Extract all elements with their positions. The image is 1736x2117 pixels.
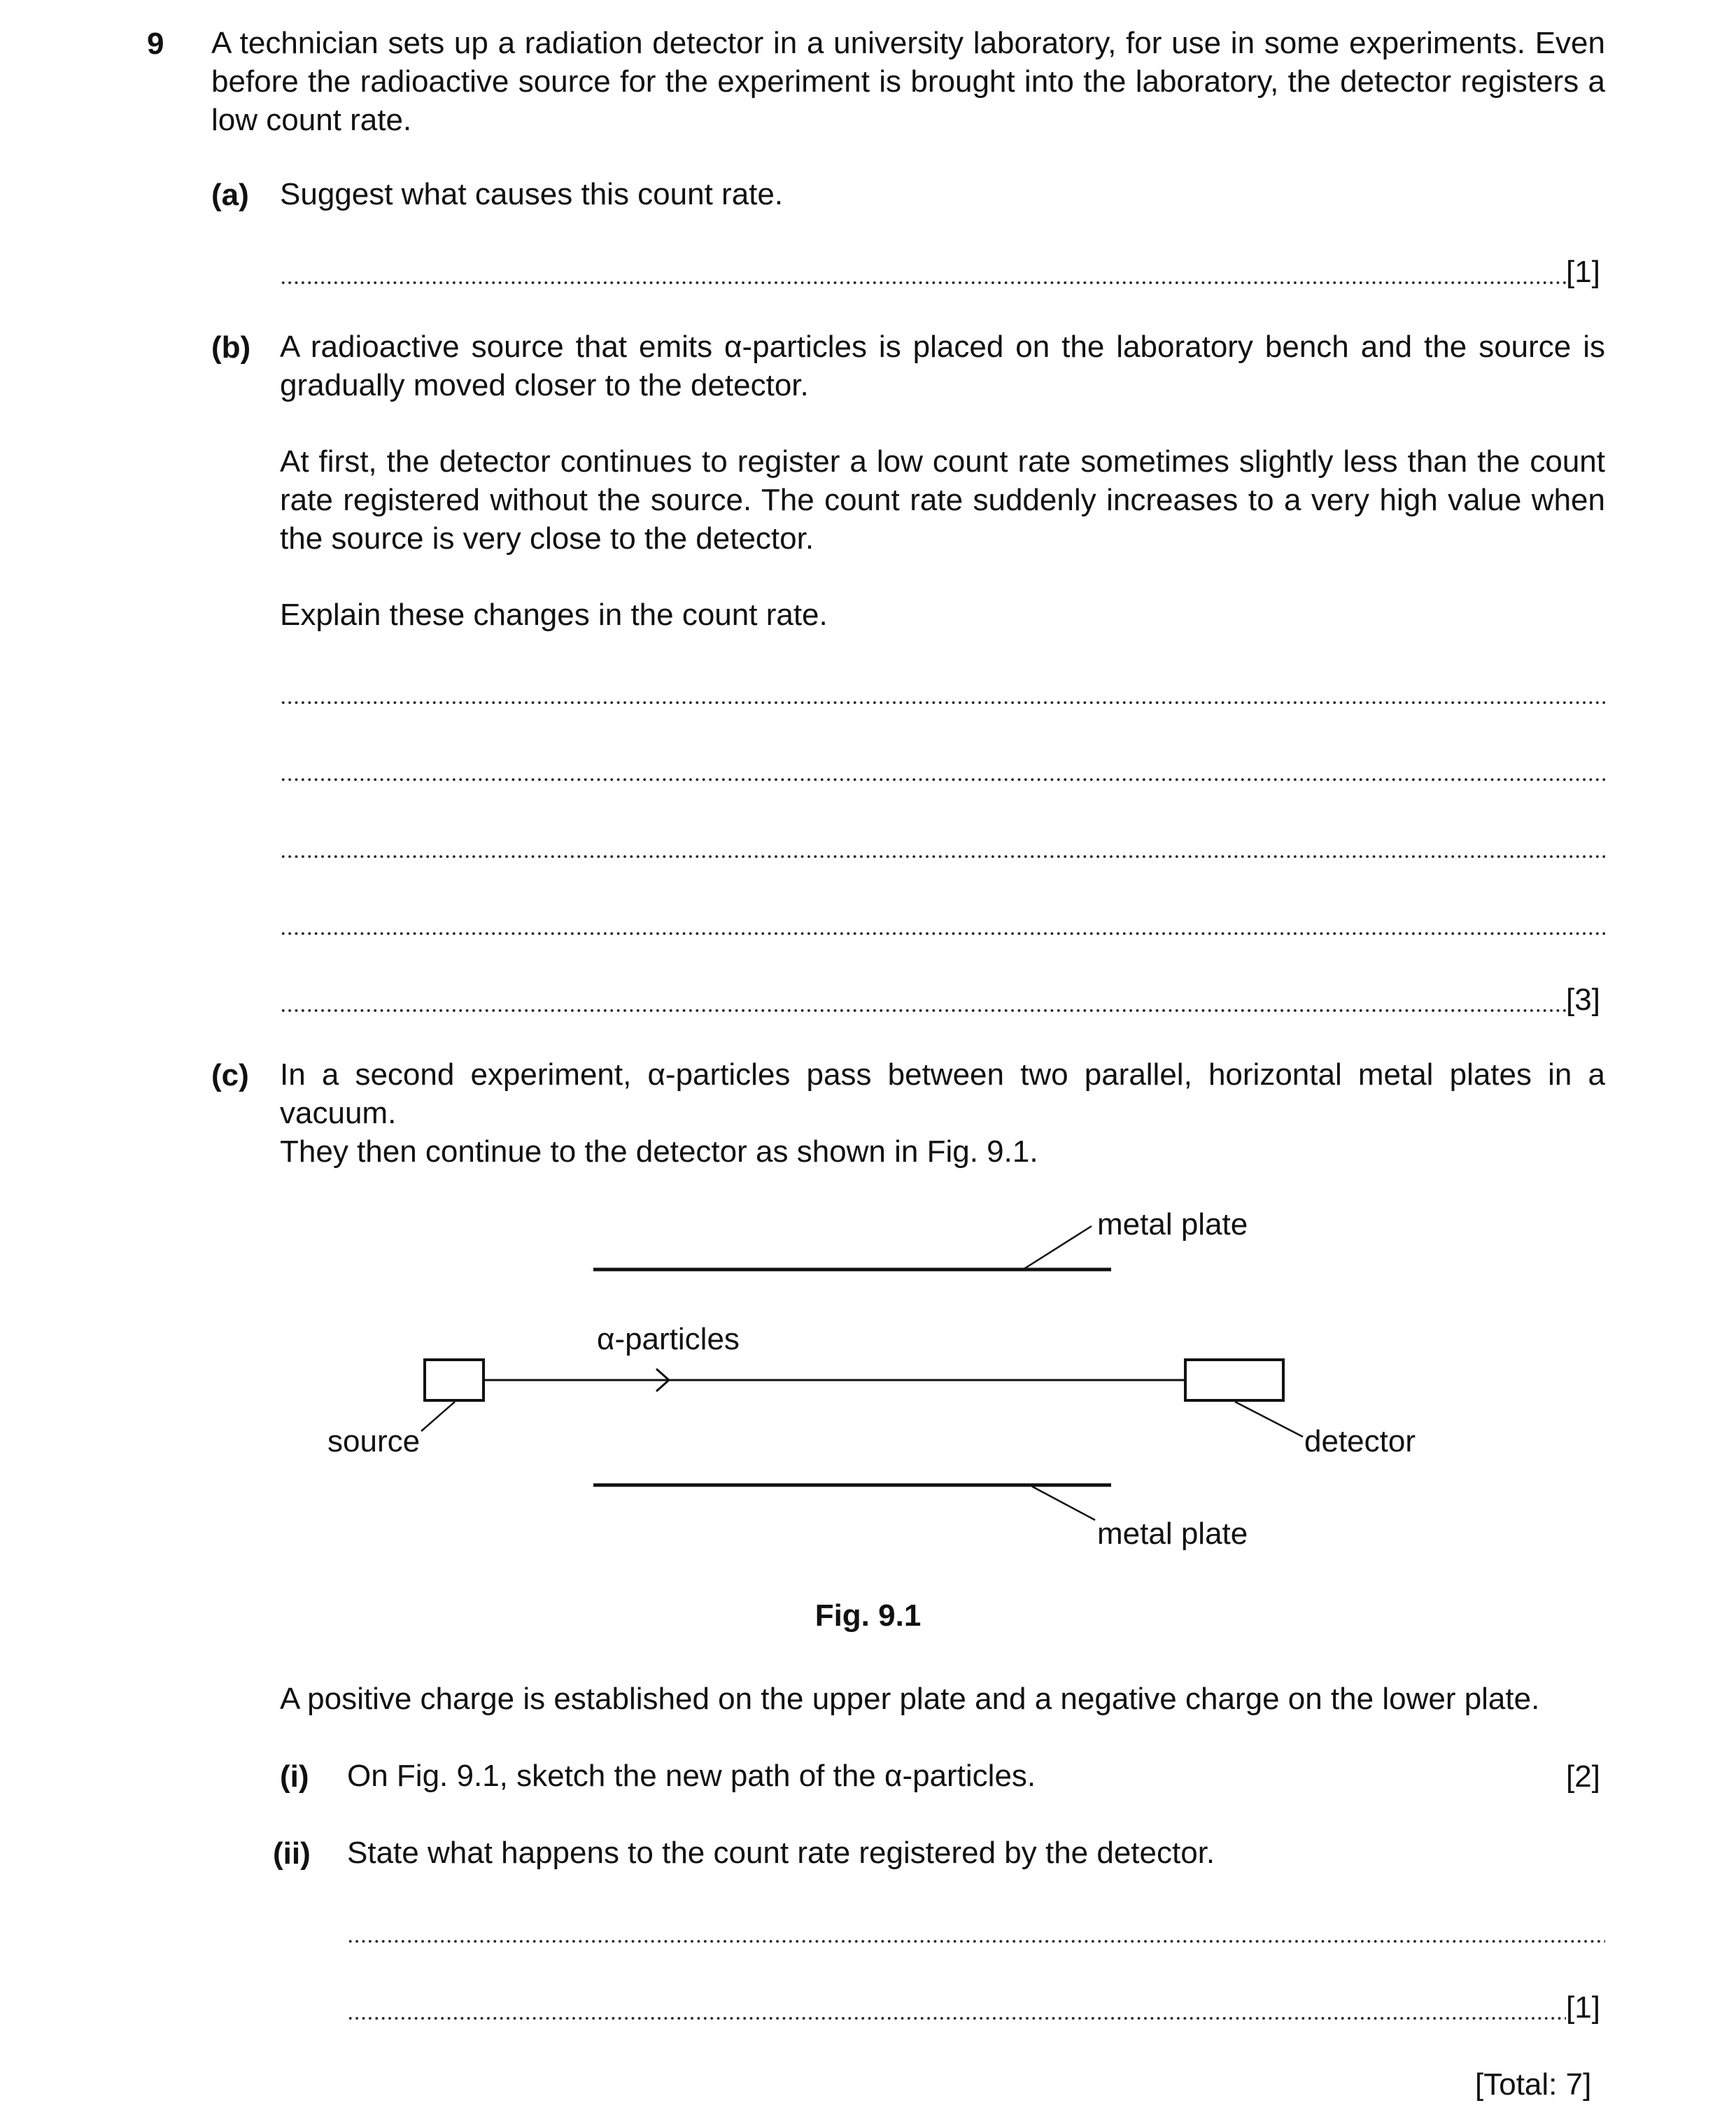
part-c-text1: In a second experiment, α-particles pass between two parallel, horizontal metal plates in a vacuum. [280, 1057, 1605, 1130]
part-a-marks: [1] [1566, 255, 1600, 289]
part-a-text: Suggest what causes this count rate. [280, 177, 784, 211]
figure-caption: Fig. 9.1 [814, 1598, 922, 1633]
part-c-text3: A positive charge is established on the upper plate and a negative charge on the lower plate. [280, 1682, 1540, 1716]
sub-ii-marks: [1] [1566, 1990, 1600, 2025]
part-b-text3: Explain these changes in the count rate. [280, 598, 828, 632]
part-b-text2: At first, the detector continues to register a low count rate sometimes slightly less than the count rate registered without the source. The count rate suddenly increases to a very high value when the source is very close to the detector. [280, 444, 1605, 556]
source-box [425, 1360, 484, 1400]
question-stem: A technician sets up a radiation detector in a university laboratory, for use in some experiments. Even before the radioactive source for the experiment is brought into the laboratory, the detector registers a low count rate. [211, 26, 1605, 137]
sub-ii-label: (ii) [273, 1836, 311, 1871]
total-marks: [Total: 7] [1475, 2067, 1592, 2102]
part-a-label: (a) [211, 178, 249, 212]
detector-leader [1235, 1402, 1303, 1437]
part-b-marks: [3] [1566, 983, 1600, 1017]
label-alpha-particles: α-particles [597, 1322, 740, 1356]
label-source: source [327, 1424, 421, 1458]
label-metal-plate-top: metal plate [1097, 1207, 1248, 1242]
part-b-text1: A radioactive source that emits α-particles is placed on the laboratory bench and the source is gradually moved closer to the detector. [280, 330, 1605, 402]
question-number: 9 [147, 27, 164, 61]
upper-plate-leader [1023, 1226, 1092, 1270]
sub-i-text: On Fig. 9.1, sketch the new path of the α-particles. [347, 1759, 1036, 1793]
sub-ii-text: State what happens to the count rate registered by the detector. [347, 1836, 1215, 1870]
part-c-label: (c) [211, 1058, 249, 1092]
lower-plate-leader [1032, 1486, 1095, 1520]
detector-box [1185, 1360, 1283, 1400]
label-detector: detector [1304, 1424, 1416, 1458]
answer-line-cii1[interactable] [347, 1939, 1605, 1944]
part-b-label: (b) [211, 330, 251, 365]
sub-i-label: (i) [280, 1759, 309, 1794]
sub-i-marks: [2] [1566, 1759, 1600, 1794]
part-c-text2: They then continue to the detector as shown in Fig. 9.1. [280, 1134, 1038, 1169]
label-metal-plate-bottom: metal plate [1097, 1517, 1248, 1551]
answer-line-cii2[interactable] [347, 2016, 1566, 2021]
source-leader [421, 1402, 455, 1431]
